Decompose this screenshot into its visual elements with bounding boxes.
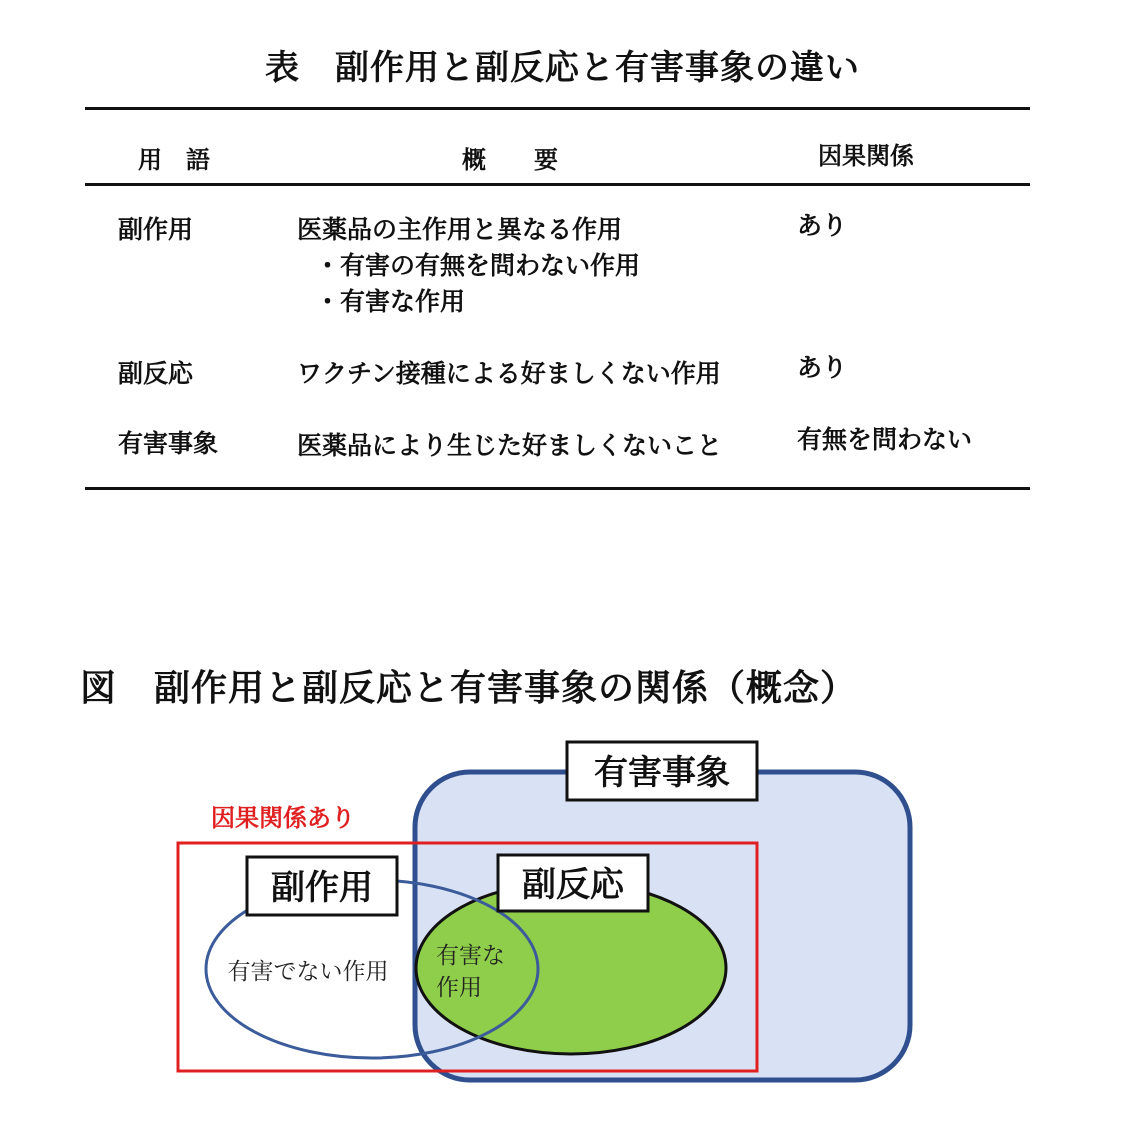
figure-title: 図 副作用と副反応と有害事象の関係（概念） — [80, 668, 858, 709]
header-summary: 概 要 — [462, 146, 558, 174]
row-2-summary: ワクチン接種による好ましくない作用 — [297, 359, 721, 388]
row-1-summary-line-3: ・有害な作用 — [315, 287, 466, 316]
row-1-summary-line-1: 医薬品の主作用と異なる作用 — [297, 215, 623, 244]
table-title: 表 副作用と副反応と有害事象の違い — [265, 48, 860, 88]
harmful-label-line-1: 有害な — [436, 943, 505, 969]
header-term: 用 語 — [138, 146, 210, 174]
header-causality: 因果関係 — [818, 142, 914, 170]
row-3-summary: 医薬品により生じた好ましくないこと — [297, 431, 723, 460]
harmful-label-line-2: 作用 — [436, 975, 482, 1001]
non-harmful-label: 有害でない作用 — [227, 959, 389, 985]
row-3-causality: 有無を問わない — [797, 425, 973, 454]
row-3-term: 有害事象 — [118, 429, 219, 458]
side-effect-label: 副作用 — [271, 868, 373, 908]
adverse-reaction-label: 副反応 — [522, 865, 624, 905]
adverse-event-label: 有害事象 — [594, 753, 730, 793]
row-1-causality: あり — [797, 211, 848, 240]
causal-label: 因果関係あり — [211, 804, 355, 832]
row-1-summary-line-2: ・有害の有無を問わない作用 — [315, 251, 641, 280]
row-2-causality: あり — [797, 353, 848, 382]
row-2-term: 副反応 — [118, 359, 194, 388]
row-1-term: 副作用 — [118, 215, 194, 244]
